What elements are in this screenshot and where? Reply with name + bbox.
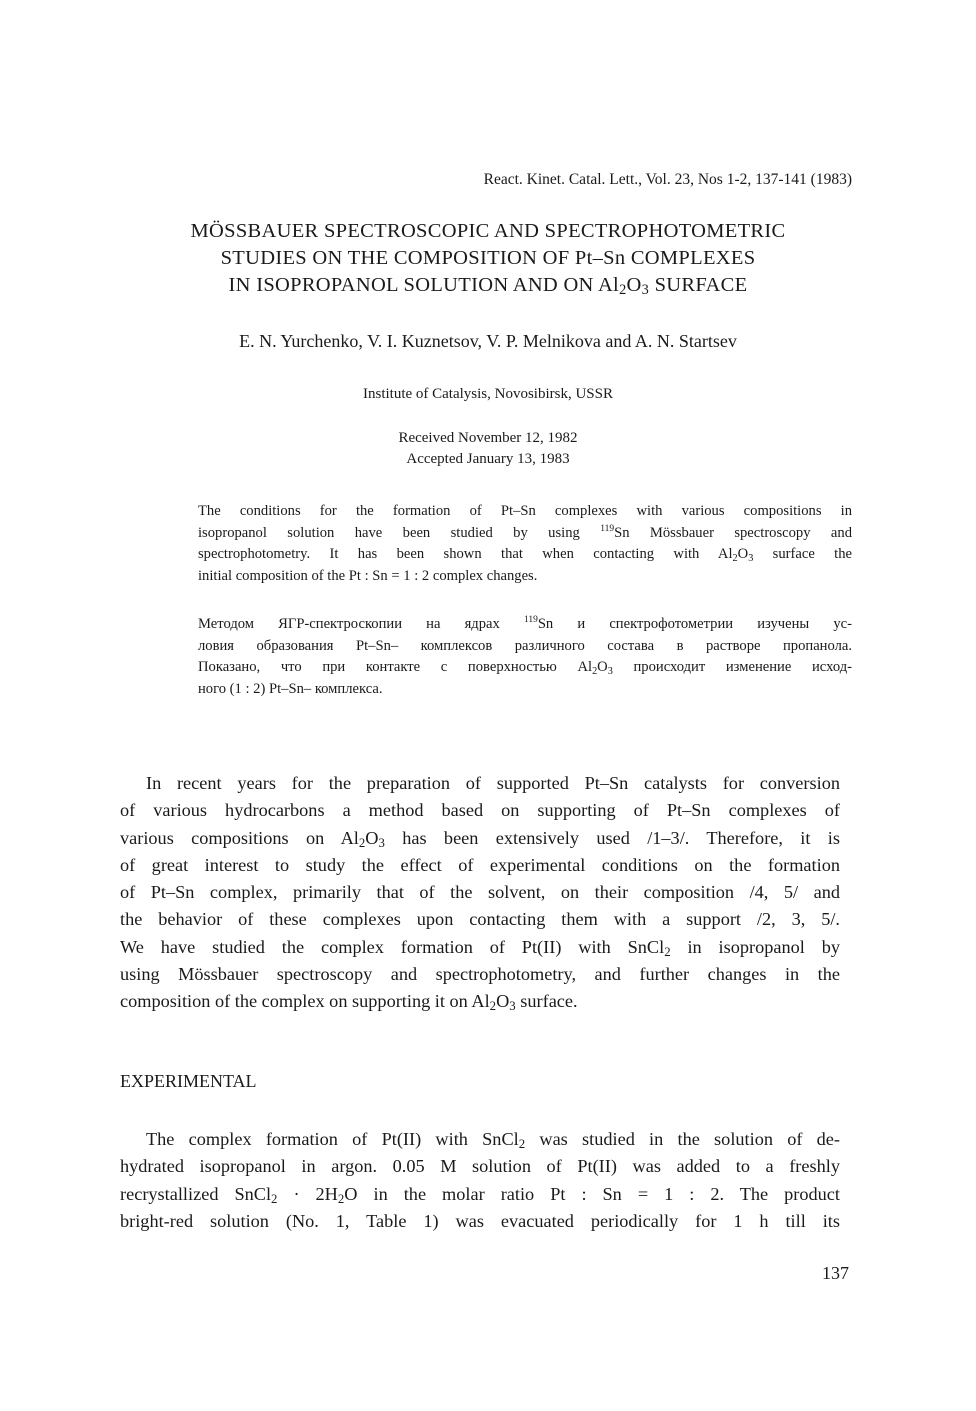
body-line: of various hydrocarbons a method based on supporting of Pt–Sn complexes of [120, 800, 840, 821]
section-heading-experimental: EXPERIMENTAL [120, 1071, 257, 1091]
body-line: In recent years for the preparation of supported Pt–Sn catalysts for conversion [146, 773, 840, 793]
body-line: The complex formation of Pt(II) with SnCl$_2$ was studied in the solution of de- [146, 1129, 840, 1151]
abstract-ru-line: Показано, что при контакте с поверхностью $Al_2O_3$ происходит изменение исход- [198, 659, 852, 677]
body-line: using Mössbauer spectroscopy and spectrophotometry, and further changes in the [120, 964, 840, 985]
journal-reference: React. Kinet. Catal. Lett., Vol. 23, Nos 1-2, 137-141 (1983) [483, 171, 852, 188]
abstract-ru-line: ного (1 : 2) Pt–Sn– комплекса. [198, 680, 383, 697]
title-line-1: MÖSSBAUER SPECTROSCOPIC AND SPECTROPHOTOMETRIC [190, 220, 786, 242]
body-line: bright-red solution (No. 1, Table 1) was evacuated periodically for 1 h till its [120, 1210, 840, 1231]
body-line: composition of the complex on supporting it on $Al_2O_3$ surface. [120, 991, 578, 1014]
abstract-en-line: spectrophotometry. It has been shown that when contacting with $Al_2O_3$ surface the [198, 546, 852, 564]
abstract-russian [198, 614, 852, 700]
abstract-en-line: isopropanol solution have been studied by using $^{119}$Sn Mössbauer spectroscopy and [198, 523, 852, 541]
author-list: E. N. Yurchenko, V. I. Kuznetsov, V. P. Melnikova and A. N. Startsev [239, 331, 737, 351]
body-line: We have studied the complex formation of Pt(II) with SnCl$_2$ in isopropanol by [120, 936, 840, 959]
body-line: hydrated isopropanol in argon. 0.05 M solution of Pt(II) was added to a freshly [120, 1156, 840, 1177]
body-line: various compositions on $Al_2O_3$ has been extensively used /1–3/. Therefore, it is [120, 827, 840, 850]
body-line: of Pt–Sn complex, primarily that of the solvent, on their composition /4, 5/ and [120, 882, 840, 903]
abstract-en-line: initial composition of the Pt : Sn = 1 : 2 complex changes. [198, 567, 538, 584]
accepted-date: Accepted January 13, 1983 [406, 451, 570, 467]
received-date: Received November 12, 1982 [398, 430, 578, 446]
body-line: recrystallized SnCl$_2$ · $2H_2O$ in the molar ratio Pt : Sn = 1 : 2. The product [120, 1183, 841, 1206]
title-line-2: STUDIES ON THE COMPOSITION OF Pt–Sn COMPLEXES [220, 247, 756, 269]
submission-dates [0, 428, 976, 470]
affiliation: Institute of Catalysis, Novosibirsk, USSR [362, 386, 613, 402]
abstract-ru-line: Методом ЯГР-спектроскопии на ядрах $^{119}$Sn и спектрофотометрии изучены ус- [198, 615, 852, 632]
paper-title [0, 218, 976, 299]
experimental-paragraph [120, 1126, 840, 1235]
page-number: 137 [822, 1263, 849, 1283]
abstract-ru-line: ловия образования Pt–Sn– комплексов различного состава в растворе пропанола. [198, 637, 852, 654]
title-line-3: IN ISOPROPANOL SOLUTION AND ON $Al_2O_3$ SURFACE [228, 274, 748, 298]
introduction-paragraph [120, 770, 840, 1016]
body-line: of great interest to study the effect of experimental conditions on the formation [120, 854, 840, 875]
abstract-english [198, 501, 852, 587]
body-line: the behavior of these complexes upon contacting them with a support /2, 3, 5/. [120, 909, 840, 930]
abstract-en-line: The conditions for the formation of Pt–Sn complexes with various compositions in [198, 503, 852, 519]
